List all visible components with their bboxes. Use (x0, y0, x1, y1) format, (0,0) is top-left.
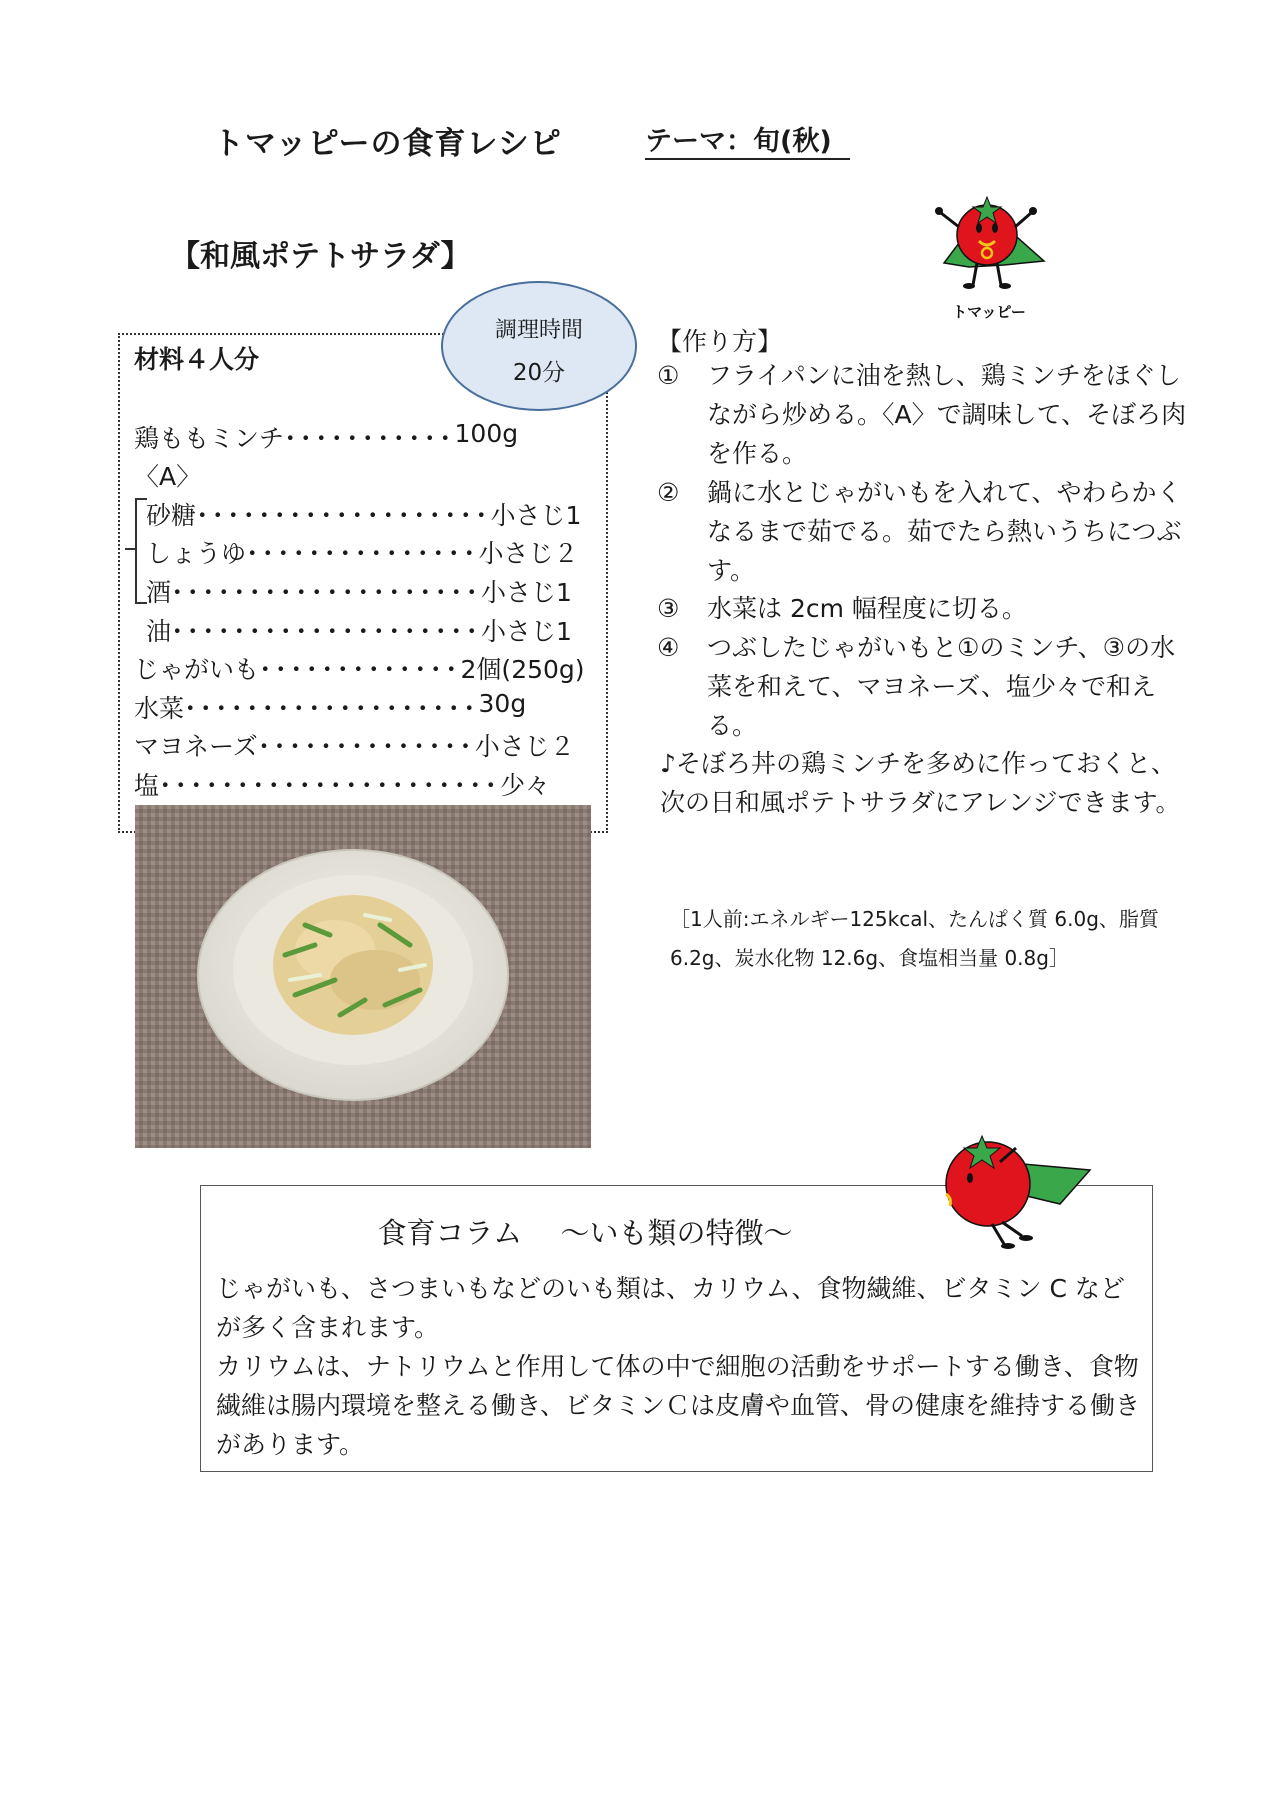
ingredient-name: 〈A〉 (134, 462, 202, 491)
ingredient-name: 砂糖 (146, 501, 197, 530)
recipe-title: 【和風ポテトサラダ】 (170, 239, 471, 274)
method-step (657, 589, 1197, 628)
salad-photo (135, 805, 591, 1148)
ingredient-dots: ･･･････････････････ (184, 694, 479, 723)
ingredient-row (146, 496, 606, 532)
ingredient-amount: 小さじ1 (490, 501, 582, 530)
ingredient-row (134, 727, 594, 763)
step-number: ④ (657, 633, 680, 662)
ingredient-name: マヨネーズ (134, 732, 258, 761)
step-number: ② (657, 478, 680, 507)
tomappy-flying-icon (930, 1132, 1100, 1254)
seasoning-bracket (135, 498, 147, 604)
ingredients-header: 材料４人分 (134, 345, 260, 374)
cook-time-badge (441, 281, 637, 411)
ingredient-dots: ････････････････････ (171, 578, 482, 607)
ingredient-amount: 小さじ２ (474, 732, 575, 761)
ingredient-amount: 小さじ２ (478, 539, 579, 568)
mascot-logo-text: トマッピー (952, 303, 1026, 321)
theme-label: テーマ：旬(秋) (645, 126, 850, 160)
ingredient-row (134, 419, 594, 455)
ingredient-name: 油 (146, 617, 172, 646)
method-step (657, 356, 1197, 473)
seasoning-bracket-tick (125, 548, 135, 550)
ingredient-dots: ･･･････････････････ (196, 501, 491, 530)
ingredient-name: 酒 (146, 578, 172, 607)
ingredient-amount: 小さじ1 (481, 617, 572, 646)
ingredient-row (134, 650, 594, 686)
tomappy-mascot-logo (919, 193, 1055, 323)
food-column-title: 食育コラム ～いも類の特徴～ (377, 1216, 793, 1250)
step-number: ③ (657, 594, 680, 623)
food-column-body: じゃがいも、さつまいもなどのいも類は、カリウム、食物繊維、ビタミン C などが多く含まれます。 カリウムは、ナトリウムと作用して体の中で細胞の活動をサポートする働き、食物繊維は腸内環境を整える働き、ビタミンＣは皮膚や血管、骨の健康を維持する働きがあります。 (216, 1274, 1141, 1459)
method-step (657, 628, 1197, 745)
ingredient-row (146, 534, 606, 570)
ingredient-name: じゃがいも (134, 655, 260, 684)
step-text: フライパンに油を熱し、鶏ミンチをほぐしながら炒める。〈A〉で調味して、そぼろ肉を作る。 (707, 361, 1187, 468)
ingredient-name: 鶏ももミンチ (134, 424, 285, 453)
ingredient-dots: ･･････････････････････ (159, 771, 501, 800)
ingredient-row (146, 573, 606, 609)
ingredient-dots: ････････････････････ (171, 617, 482, 646)
ingredient-amount: 小さじ1 (481, 578, 572, 607)
ingredient-dots: ･･･････････････ (246, 539, 479, 568)
cook-time-value: 20分 (512, 360, 566, 386)
step-text: 水菜は 2cm 幅程度に切る。 (707, 594, 1027, 623)
step-number: ① (657, 361, 680, 390)
page-title: トマッピーの食育レシピ (213, 126, 562, 162)
tip-note: ♪そぼろ丼の鶏ミンチを多めに作っておくと、次の日和風ポテトサラダにアレンジできます。 (660, 749, 1181, 817)
ingredient-dots: ･･･････････ (284, 424, 455, 453)
ingredient-dots: ･･････････････ (257, 732, 475, 761)
method-step (657, 473, 1197, 590)
ingredient-row (134, 766, 594, 802)
step-text: 鍋に水とじゃがいもを入れて、やわらかくなるまで茹でる。茹でたら熱いうちにつぶす。 (707, 478, 1182, 585)
ingredient-amount: 30g (478, 689, 527, 718)
ingredient-amount: 少々 (500, 771, 551, 800)
ingredient-name: 塩 (134, 771, 160, 800)
ingredient-amount: 2個(250g) (460, 655, 585, 684)
ingredient-amount: 100g (454, 419, 519, 448)
ingredient-row (146, 612, 606, 648)
ingredient-name: 水菜 (134, 694, 185, 723)
ingredient-name: しょうゆ (146, 539, 247, 568)
ingredient-row (134, 689, 594, 725)
ingredient-row (134, 457, 594, 493)
cook-time-label: 調理時間 (494, 318, 583, 343)
nutrition-info: ［1人前:エネルギー125kcal、たんぱく質 6.0g、脂質 6.2g、炭水化物 12.6g、食塩相当量 0.8g］ (670, 907, 1159, 970)
step-text: つぶしたじゃがいもと①のミンチ、③の水菜を和えて、マヨネーズ、塩少々で和える。 (707, 633, 1176, 740)
method-header: 【作り方】 (657, 327, 783, 356)
ingredient-dots: ･････････････ (259, 655, 461, 684)
